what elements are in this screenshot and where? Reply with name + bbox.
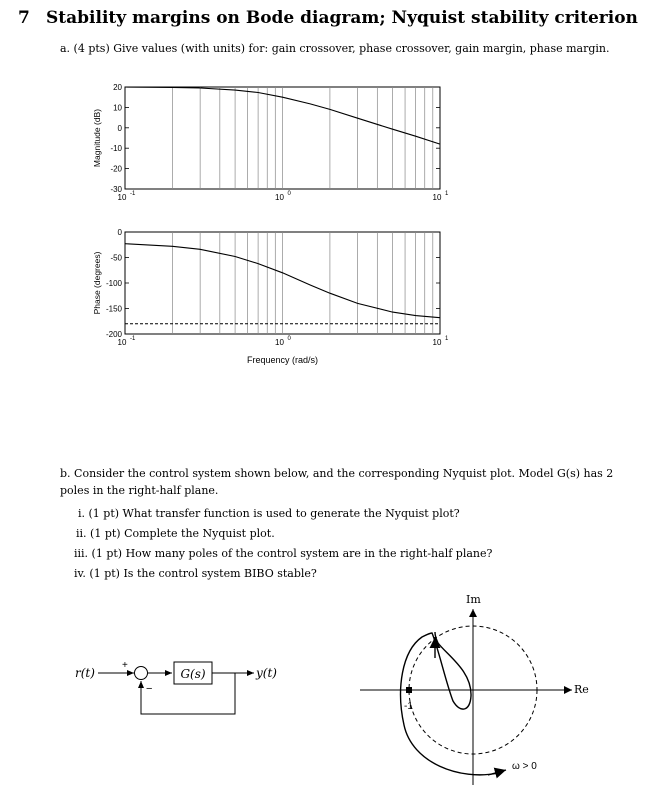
- nyquist-plot: [340, 585, 671, 803]
- part-a-question: a. (4 pts) Give values (with units) for: gain crossover, phase crossover, gain margin, phase margin.: [60, 42, 610, 55]
- g-block-label: G(s): [180, 667, 206, 681]
- problem-title-text: Stability margins on Bode diagram; Nyquist stability criterion: [46, 8, 638, 28]
- x-tick-exponent: -1: [130, 336, 136, 342]
- x-tick-exponent: 1: [445, 191, 449, 197]
- im-axis-label: Im: [466, 593, 481, 606]
- question-item-iv: iv. (1 pt) Is the control system BIBO stable?: [74, 567, 317, 580]
- y-tick-label: -50: [110, 253, 122, 263]
- y-tick-label: -200: [105, 330, 122, 339]
- nyquist-curve: [401, 632, 498, 775]
- y-axis-label: Magnitude (dB): [92, 108, 102, 168]
- re-axis-label: Re: [574, 683, 589, 696]
- x-tick-label: 10: [275, 338, 284, 347]
- x-tick-exponent: 1: [445, 336, 449, 342]
- summing-junction: [135, 667, 148, 680]
- plus-sign: +: [122, 660, 128, 671]
- y-tick-label: -20: [110, 164, 122, 174]
- question-item-ii: ii. (1 pt) Complete the Nyquist plot.: [76, 527, 275, 540]
- x-tick-label: 10: [117, 338, 127, 347]
- question-item-iii: iii. (1 pt) How many poles of the control system are in the right-half plane?: [74, 547, 493, 560]
- x-tick-label: 10: [432, 338, 442, 347]
- x-tick-exponent: -1: [130, 191, 136, 197]
- magnitude-plot: [92, 83, 449, 202]
- question-item-i: i. (1 pt) What transfer function is used to generate the Nyquist plot?: [78, 507, 460, 520]
- x-tick-label: 10: [432, 193, 442, 202]
- x-tick-exponent: 0: [287, 191, 291, 197]
- y-tick-label: 0: [117, 123, 122, 133]
- block-diagram: [0, 600, 340, 730]
- y-tick-label: 20: [113, 83, 122, 92]
- y-tick-label: -100: [105, 279, 122, 288]
- y-tick-label: 10: [113, 103, 122, 113]
- omega-label: ω > 0: [512, 761, 537, 772]
- lower-direction-arrow: [488, 770, 506, 775]
- y-tick-label: -150: [105, 304, 122, 314]
- minus-one-label: -1: [404, 701, 413, 712]
- critical-point-marker: [406, 687, 412, 693]
- problem-number: 7: [18, 8, 30, 28]
- x-axis-label: Frequency (rad/s): [246, 355, 319, 365]
- y-tick-label: -30: [110, 185, 122, 194]
- x-tick-label: 10: [117, 193, 127, 202]
- input-label: r(t): [75, 666, 95, 680]
- y-tick-label: -10: [110, 144, 122, 154]
- output-label: y(t): [256, 666, 277, 680]
- x-tick-exponent: 0: [287, 336, 291, 342]
- part-b-question: b. Consider the control system shown below, and the corresponding Nyquist plot. Model G(s) has 2 poles in the right-half plane.: [60, 467, 614, 497]
- phase-plot: [92, 228, 449, 365]
- y-tick-label: 0: [117, 228, 122, 237]
- x-tick-label: 10: [275, 193, 284, 202]
- minus-sign: −: [146, 683, 153, 695]
- y-axis-label: Phase (degrees): [92, 251, 102, 315]
